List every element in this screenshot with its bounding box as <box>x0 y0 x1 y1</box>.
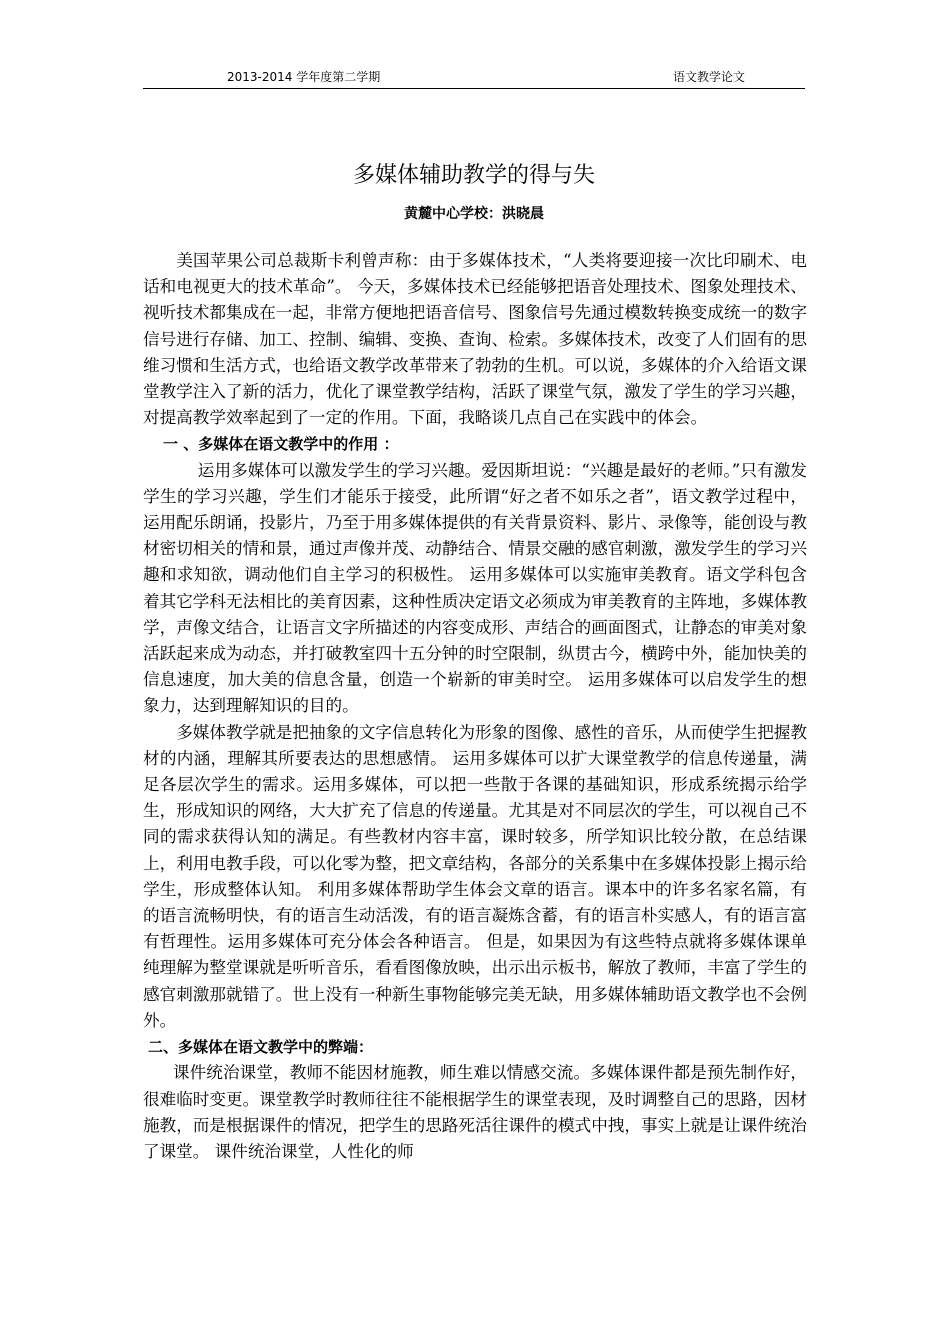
header-semester: 2013-2014 学年度第二学期 <box>227 70 381 84</box>
section-1-paragraph-2: 多媒体教学就是把抽象的文字信息转化为形象的图像、感性的音乐，从而使学生把握教材的内涵，理解其所要表达的思想感情。 运用多媒体可以扩大课堂教学的信息传递量，满足各层次学生的需求。运用多媒体，可以把一些散于各课的基础知识，形成系统揭示给学生，形成知识的网络，大大扩充了信息的传递量。尤其是对不同层次的学生，可以视自己不同的需求获得认知的满足。有些教材内容丰富，课时较多，所学知识比较分散，在总结课上，利用电教手段，可以化零为整，把文章结构，各部分的关系集中在多媒体投影上揭示给学生，形成整体认知。 利用多媒体帮助学生体会文章的语言。课本中的许多名家名篇，有的语言流畅明快，有的语言生动活泼，有的语言凝炼含蓄，有的语言朴实感人，有的语言富有哲理性。运用多媒体可充分体会各种语言。 但是，如果因为有这些特点就将多媒体课单纯理解为整堂课就是听听音乐，看看图像放映，出示出示板书，解放了教师，丰富了学生的感官刺激那就错了。世上没有一种新生事物能够完美无缺，用多媒体辅助语文教学也不会例外。 <box>143 722 807 1030</box>
intro-paragraph: 美国苹果公司总裁斯卡利曾声称：由于多媒体技术，“人类将要迎接一次比印刷术、电话和电视更大的技术革命”。 今天，多媒体技术已经能够把语音处理技术、图象处理技术、视听技术都集成在一起，非常方便地把语音信号、图象信号先通过模数转换变成统一的数字信号进行存储、加工、控制、编辑、变换、查询、检索。多媒体技术，改变了人们固有的思维习惯和生活方式，也给语文教学改革带来了勃勃的生机。可以说，多媒体的介入给语文课堂教学注入了新的活力，优化了课堂教学结构，活跃了课堂气氛，激发了学生的学习兴趣，对提高教学效率起到了一定的作用。下面，我略谈几点自己在实践中的体会。 <box>143 251 807 428</box>
document-title: 多媒体辅助教学的得与失 <box>352 163 595 188</box>
section-1-paragraph-1: 运用多媒体可以激发学生的学习兴趣。爱因斯坦说：“兴趣是最好的老师。”只有激发学生的学习兴趣，学生们才能乐于接受，此所谓“好之者不如乐之者”，语文教学过程中，运用配乐朗诵，投影片，乃至于用多媒体提供的有关背景资料、影片、录像等，能创设与教材密切相关的情和景，通过声像并茂、动静结合、情景交融的感官刺激，激发学生的学习兴趣和求知欲，调动他们自主学习的积极性。 运用多媒体可以实施审美教育。语文学科包含着其它学科无法相比的美育因素，这种性质决定语文必须成为审美教育的主阵地，多媒体教学，声像文结合，让语言文字所描述的内容变成形、声结合的画面图式，让静态的审美对象活跃起来成为动态，并打破教室四十五分钟的时空限制，纵贯古今，横跨中外，能加快美的信息速度，加大美的信息含量，创造一个崭新的审美时空。 运用多媒体可以启发学生的想象力，达到理解知识的目的。 <box>143 460 807 716</box>
header-category: 语文教学论文 <box>672 70 745 84</box>
section-heading-1: 一 、多媒体在语文教学中的作用 ： <box>163 435 399 454</box>
section-2-paragraph-1: 课件统治课堂，教师不能因材施教，师生难以情感交流。多媒体课件都是预先制作好，很难临时变更。课堂教学时教师往往不能根据学生的课堂表现，及时调整自己的思路，因材施教，而是根据课件的情况，把学生的思路死活往课件的模式中拽，事实上就是让课件统治了课堂。 课件统治课堂，人性化的师 <box>143 1063 807 1161</box>
document-body <box>143 248 807 1165</box>
section-heading-2: 二、多媒体在语文教学中的弊端： <box>148 1038 374 1057</box>
author-line: 黄麓中心学校：洪晓晨 <box>404 206 544 222</box>
page-header <box>143 66 805 89</box>
